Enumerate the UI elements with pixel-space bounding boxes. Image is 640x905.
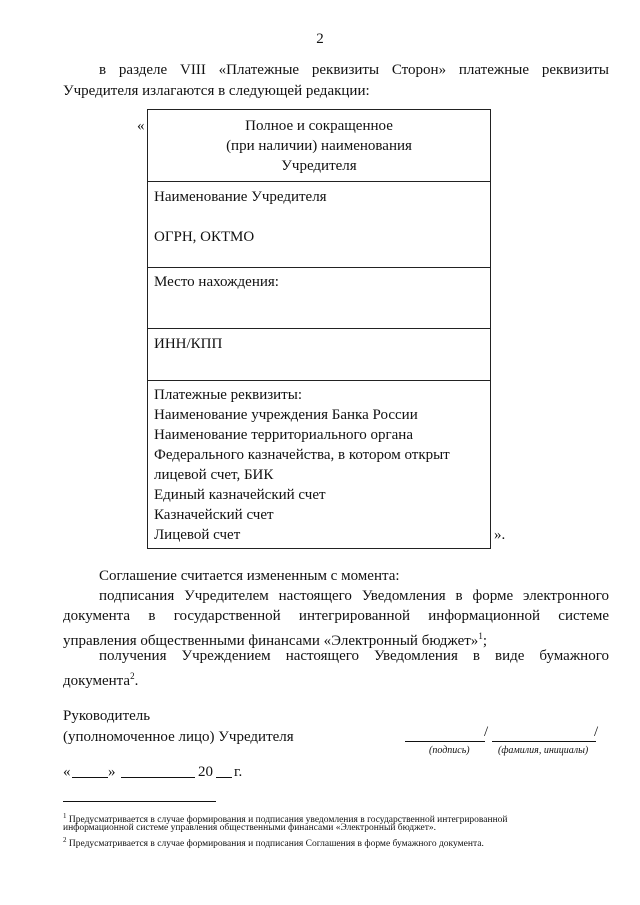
payment-line: Федерального казначейства, в котором открыт — [154, 447, 450, 463]
intro-line-2: Учредителя излагаются в следующей редакции: — [63, 83, 370, 99]
name-caption: (фамилия, инициалы) — [498, 745, 589, 756]
footnote-ref-2: 2 — [130, 671, 135, 681]
date-year-line — [216, 777, 232, 778]
date-day-line — [72, 777, 108, 778]
footnote-1-line-1: $^1$ Предусматривается в случае формирования и подписания уведомления в государственной интегрированной — [63, 812, 508, 826]
quote-close: ». — [494, 527, 506, 543]
footnote-1-line-2: информационной системе управления общественными финансами «Электронный бюджет». — [63, 823, 437, 833]
name-line — [492, 741, 596, 742]
table-header-line-2: (при наличии) наименования — [226, 138, 412, 154]
payment-line: Наименование территориального органа — [154, 427, 413, 443]
table-name-cell — [148, 181, 490, 268]
p1-line-1: подписания Учредителем настоящего Уведомления в форме электронного — [99, 588, 609, 604]
page-number: 2 — [316, 31, 324, 47]
payment-line: Единый казначейский счет — [154, 487, 326, 503]
payment-line: лицевой счет, БИК — [154, 467, 274, 483]
signatory-subtitle: (уполномоченное лицо) Учредителя — [63, 729, 294, 745]
signature-slash-1: / — [484, 724, 489, 740]
p1-line-3: управления общественными финансами «Электронный бюджет»$^1$; — [63, 631, 487, 649]
date-quote-open: « — [63, 764, 71, 780]
payment-line: Платежные реквизиты: — [154, 387, 302, 403]
payment-line: Наименование учреждения Банка России — [154, 407, 418, 423]
payment-line: Казначейский счет — [154, 507, 274, 523]
date-year-prefix: 20 — [198, 764, 213, 780]
footnote-separator — [63, 801, 216, 802]
inn-label: ИНН/КПП — [154, 336, 223, 352]
location-label: Место нахождения: — [154, 274, 279, 290]
intro-line-1: в разделе VIII «Платежные реквизиты Сторон» платежные реквизиты — [99, 62, 609, 78]
table-header-line-1: Полное и сокращенное — [245, 118, 393, 134]
signatory-title: Руководитель — [63, 708, 151, 724]
signature-line — [405, 741, 485, 742]
signature-caption: (подпись) — [429, 745, 470, 756]
footnote-ref-1: 1 — [478, 631, 483, 641]
requisites-table — [147, 109, 491, 549]
date-suffix: г. — [234, 764, 243, 780]
name-label: Наименование Учредителя — [154, 189, 327, 205]
date-month-line — [121, 777, 195, 778]
p1-line-2: документа в государственной интегрированной информационной системе — [63, 608, 609, 624]
quote-open: « — [137, 118, 145, 134]
table-inn-cell — [148, 328, 490, 381]
date-quote-close: » — [108, 764, 116, 780]
signature-slash-2: / — [594, 724, 599, 740]
table-header-cell — [148, 110, 490, 182]
p2-line-1: получения Учреждением настоящего Уведомления в виде бумажного — [99, 648, 609, 664]
p2-line-2: документа$^2$. — [63, 671, 139, 689]
table-header-line-3: Учредителя — [281, 158, 357, 174]
table-payment-cell — [148, 380, 490, 548]
ogrn-label: ОГРН, ОКТМО — [154, 229, 255, 245]
payment-line: Лицевой счет — [154, 527, 241, 543]
table-location-cell — [148, 267, 490, 329]
footnote-2: $^2$ Предусматривается в случае формирования и подписания Соглашения в форме бумажного документа. — [63, 836, 484, 850]
agreement-heading: Соглашение считается измененным с момента: — [99, 568, 400, 584]
